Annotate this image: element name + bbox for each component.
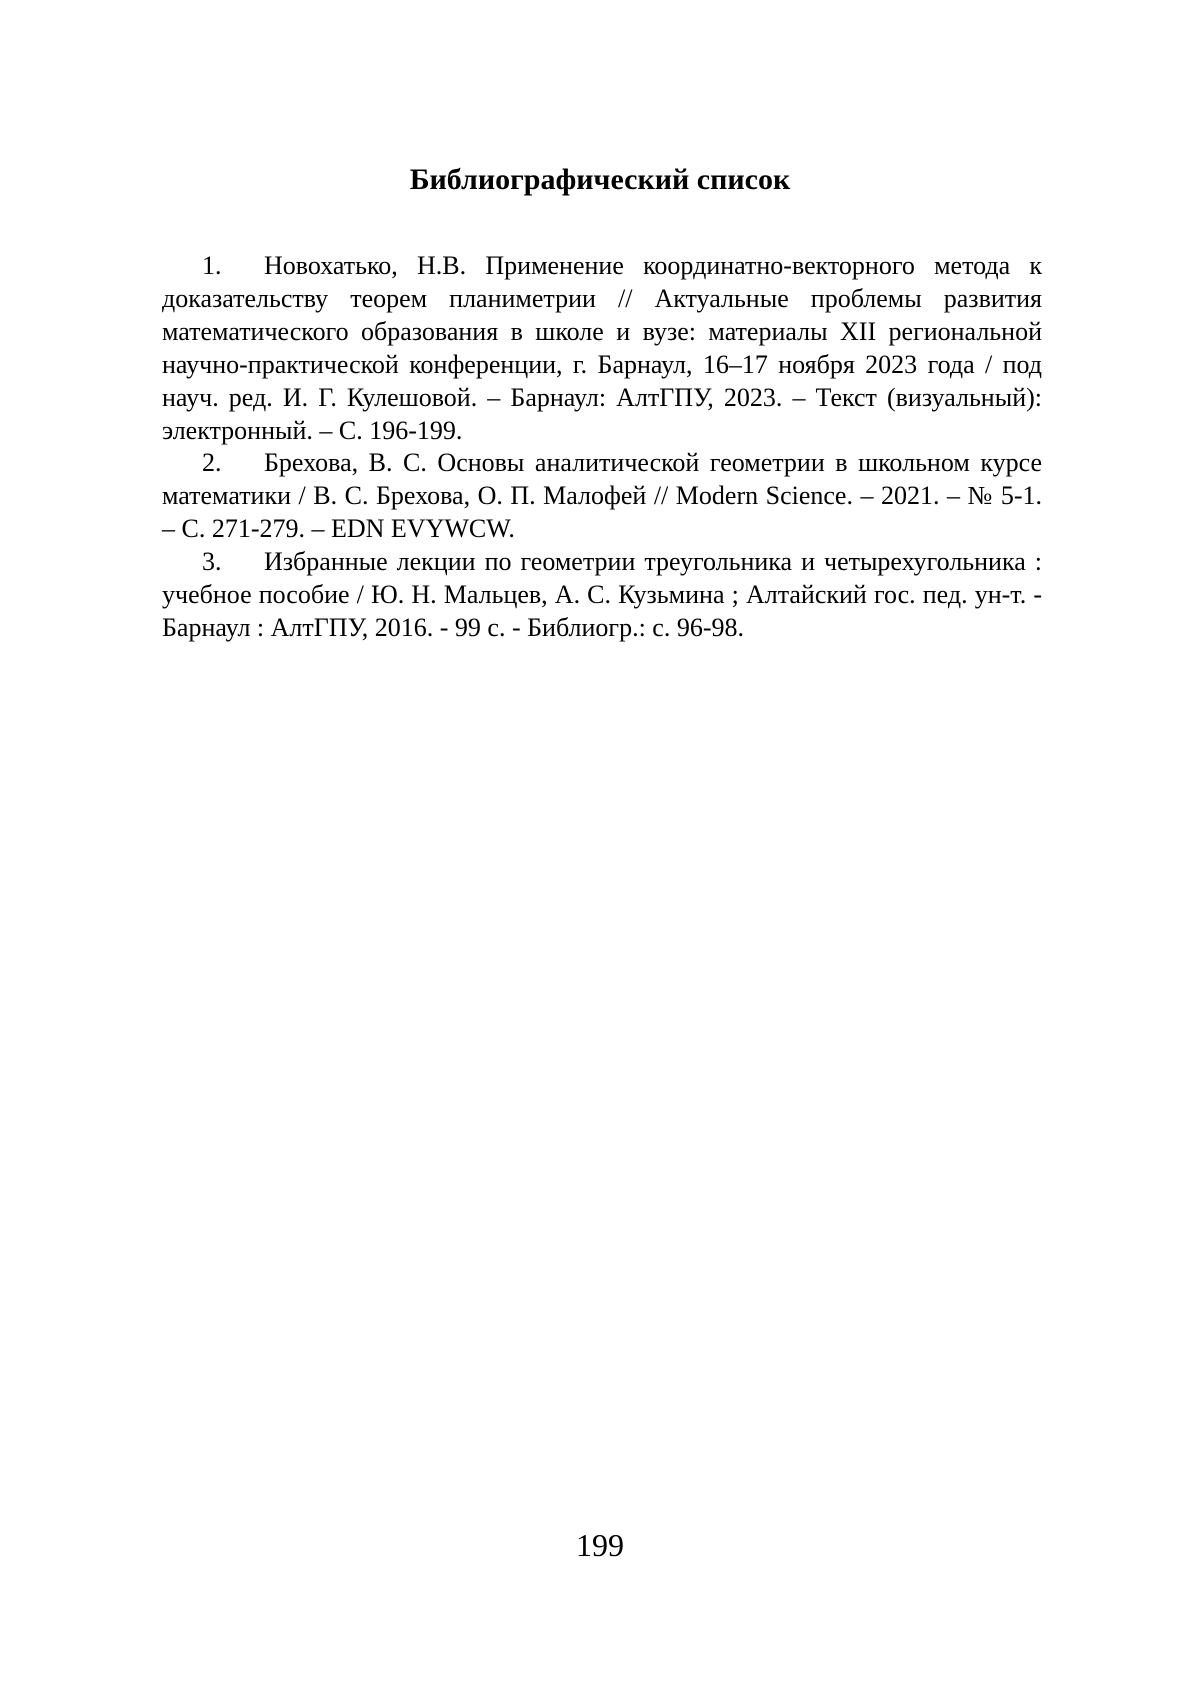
item-text: Новохатько, Н.В. Применение координатно-векторного метода к доказательству теорем планиметрии // Актуальные проблемы развития математического образования в школе и вузе: материалы XII региональной научно-практической конференции, г. Барнаул, 16–17 ноября 2023 года / под науч. ред. И. Г. Кулешовой. – Барнаул: АлтГПУ, 2023. – Текст (визуальный): электронный. – С. 196-199.: [162, 251, 1042, 445]
item-text: Брехова, В. С. Основы аналитической геометрии в школьном курсе математики / В. С. Брехова, О. П. Малофей // Modern Science. – 2021. – № 5-1. – С. 271-279. – EDN EVYWCW.: [162, 448, 1042, 544]
item-number: 2.: [202, 448, 222, 478]
item-number: 1.: [202, 251, 222, 280]
page-title: Библиографический список: [409, 163, 791, 196]
bibliography-item-3: [162, 546, 1042, 645]
item-number: 3.: [202, 547, 222, 577]
bibliography-item-1: [162, 250, 1042, 447]
bibliography-item-2: [162, 447, 1042, 546]
bibliography-list: [162, 250, 1042, 645]
item-text: Избранные лекции по геометрии треугольника и четырехугольника : учебное пособие / Ю. Н. Мальцев, А. С. Кузьмина ; Алтайский гос. пед. ун-т. - Барнаул : АлтГПУ, 2016. - 99 с. - Библиогр.: с. 96-98.: [162, 547, 1042, 642]
page-number: 199: [576, 1527, 624, 1563]
